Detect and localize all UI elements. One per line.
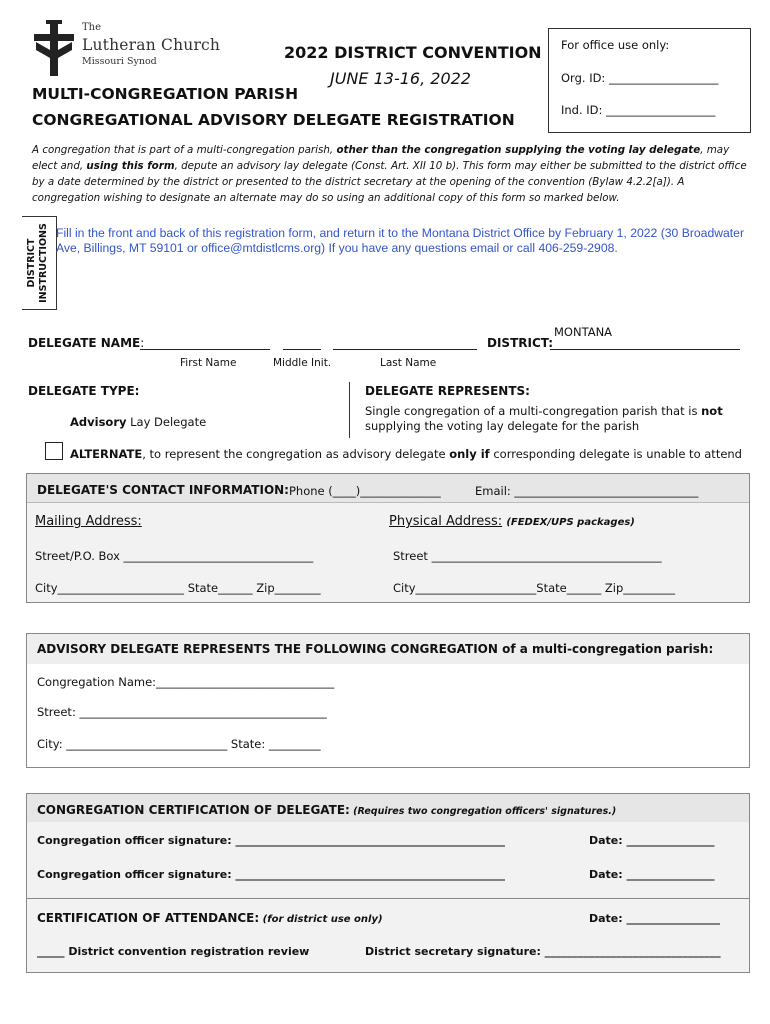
congregation-title: ADVISORY DELEGATE REPRESENTS THE FOLLOWING CONGREGATION of a multi-congregation parish: <box>37 642 714 656</box>
phone-field[interactable]: Phone (____)______________ <box>289 484 441 498</box>
last-name-field[interactable] <box>333 349 477 350</box>
physical-address-label: Physical Address: (FEDEX/UPS packages) <box>389 514 635 529</box>
logo-the: The <box>82 22 102 33</box>
alternate-checkbox[interactable] <box>45 442 63 460</box>
delegate-type-value: Advisory Lay Delegate <box>70 415 207 429</box>
intro-part-3: , depute an advisory lay delegate (Const. Art. XII 10 b). This form may either be submitted to the district office by a date determined by the district or presented to the district secretary at the opening of the convention (Bylaw 4.2.2[a]). A congregation wishing to designate an alternate may do so using an additional copy of this form so marked below. <box>32 160 747 204</box>
contact-info-box <box>26 473 750 603</box>
district-instructions-text: Fill in the front and back of this registration form, and return it to the Montana District Office by February 1, 2022 (30 Broadwater Ave, Billings, MT 59101 or office@mtdistlcms.org) If you have any questions email or call 406-259-2908. <box>56 226 745 255</box>
officer-date-1[interactable]: Date: ________________ <box>589 834 715 847</box>
intro-bold-1: other than the congregation supplying the voting lay delegate <box>336 144 701 156</box>
intro-part-2: , may elect and, <box>32 144 730 172</box>
logo-name: Lutheran Church <box>82 36 221 54</box>
delegate-type-label: DELEGATE TYPE: <box>28 384 140 398</box>
registration-review[interactable]: _____ District convention registration review <box>37 945 310 958</box>
officer-signature-1[interactable]: Congregation officer signature: _________________________________________________ <box>37 834 505 847</box>
mailing-street-field[interactable]: Street/P.O. Box _________________________________ <box>35 549 314 563</box>
first-name-field[interactable] <box>140 349 270 350</box>
physical-street-field[interactable]: Street ________________________________________ <box>393 549 662 563</box>
form-title-line-1: MULTI-CONGREGATION PARISH <box>32 85 299 103</box>
logo-sub: Missouri Synod <box>82 56 157 67</box>
last-name-caption: Last Name <box>380 357 437 369</box>
intro-bold-2: using this form <box>86 160 175 172</box>
secretary-signature[interactable]: District secretary signature: ________________________________ <box>365 945 721 958</box>
district-instructions-side-label <box>22 216 57 310</box>
mailing-address-label: Mailing Address: <box>35 514 142 529</box>
intro-part-1: A congregation that is part of a multi-congregation parish, <box>32 144 337 156</box>
convention-title: 2022 DISTRICT CONVENTION <box>284 43 542 62</box>
delegate-represents-text: Single congregation of a multi-congregation parish that is not supplying the voting lay delegate for the parish <box>365 404 723 433</box>
mailing-city-field[interactable]: City______________________ State______ Zip________ <box>35 581 321 595</box>
contact-info-title: DELEGATE'S CONTACT INFORMATION: <box>37 483 289 497</box>
middle-init-field[interactable] <box>283 349 321 350</box>
officer-date-2[interactable]: Date: ________________ <box>589 868 715 881</box>
congregation-city-field[interactable]: City: ____________________________ State: _________ <box>37 737 321 751</box>
email-field[interactable]: Email: ________________________________ <box>475 484 699 498</box>
alternate-text: ALTERNATE, to represent the congregation as advisory delegate only if corresponding delegate is unable to attend <box>70 447 742 461</box>
certification-box <box>26 793 750 973</box>
district-field[interactable] <box>550 349 740 350</box>
congregation-box <box>26 633 750 768</box>
first-name-caption: First Name <box>180 357 237 369</box>
district-label: DISTRICT <box>26 238 37 288</box>
office-use-title: For office use only: <box>561 38 670 52</box>
office-use-box <box>548 28 751 133</box>
intro-paragraph <box>32 142 748 206</box>
attendance-title: CERTIFICATION OF ATTENDANCE: (for district use only) <box>37 911 383 925</box>
district-value: MONTANA <box>554 325 613 339</box>
cross-icon <box>30 18 78 80</box>
ind-id-field[interactable]: Ind. ID: ___________________ <box>561 103 716 117</box>
org-id-field[interactable]: Org. ID: ___________________ <box>561 71 719 85</box>
certification-title: CONGREGATION CERTIFICATION OF DELEGATE: (Requires two congregation officers' signatures.) <box>37 803 617 817</box>
officer-signature-2[interactable]: Congregation officer signature: _________________________________________________ <box>37 868 505 881</box>
type-divider <box>349 382 350 438</box>
delegate-name-label: DELEGATE NAME: <box>28 336 145 350</box>
congregation-street-field[interactable]: Street: ___________________________________________ <box>37 705 327 719</box>
instructions-label: INSTRUCTIONS <box>38 223 49 303</box>
congregation-name-field[interactable]: Congregation Name:_______________________________ <box>37 675 335 689</box>
form-title-line-2: CONGREGATIONAL ADVISORY DELEGATE REGISTRATION <box>32 111 515 129</box>
attendance-divider <box>27 898 749 899</box>
convention-dates: JUNE 13-16, 2022 <box>330 69 471 88</box>
district-label-field: DISTRICT: <box>487 336 554 350</box>
middle-init-caption: Middle Init. <box>273 357 332 369</box>
attendance-date[interactable]: Date: _________________ <box>589 912 721 925</box>
delegate-represents-label: DELEGATE REPRESENTS: <box>365 384 530 398</box>
lcms-logo <box>30 18 245 80</box>
physical-city-field[interactable]: City_____________________State______ Zip_________ <box>393 581 676 595</box>
